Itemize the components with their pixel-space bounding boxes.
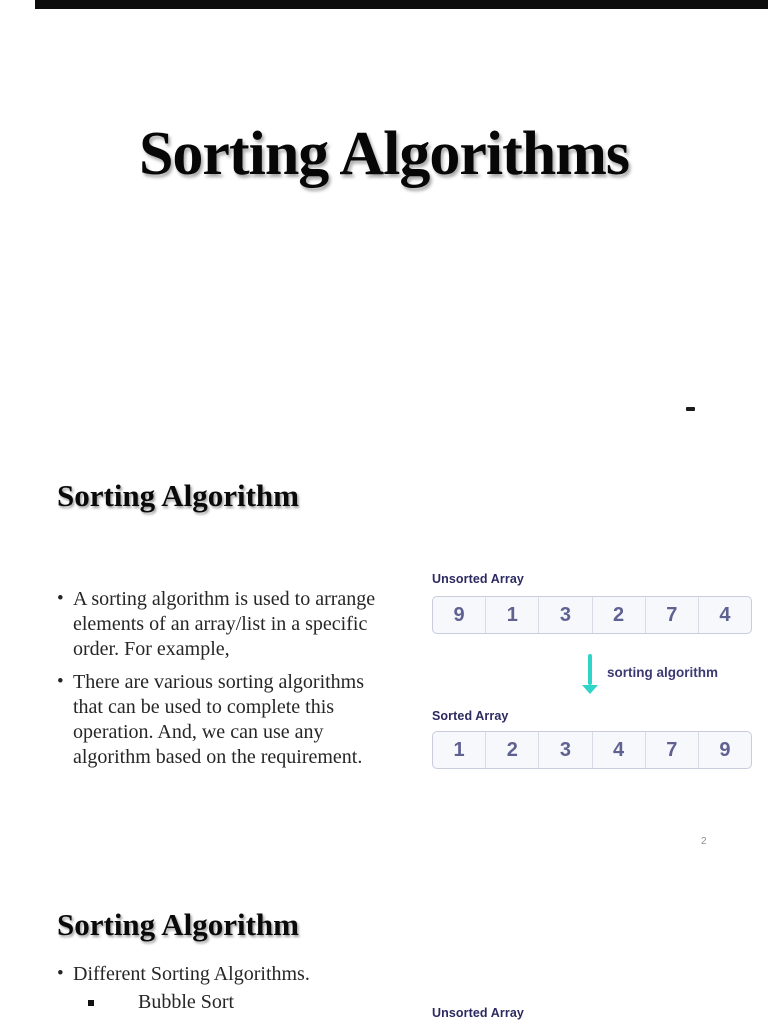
bullet-text-line: There are various sorting algorithms [73, 671, 365, 693]
array-cell: 3 [538, 732, 591, 768]
slide3-bullet [57, 962, 457, 987]
array-cell: 4 [698, 597, 751, 633]
array-cell: 7 [645, 597, 698, 633]
bullet-item [57, 670, 409, 770]
bullet-text-line: that can be used to complete this [73, 696, 335, 718]
array-cell: 4 [592, 732, 645, 768]
unsorted-array-label: Unsorted Array [432, 572, 524, 586]
sorted-array [432, 731, 752, 769]
array-cell: 3 [538, 597, 591, 633]
bullet-text: Different Sorting Algorithms. [73, 963, 310, 985]
array-cell: 1 [453, 738, 465, 761]
bullet-text-line: elements of an array/list in a specific [73, 613, 368, 635]
slide2-bullet-list [57, 587, 409, 770]
down-arrow-head-icon [582, 685, 598, 694]
bullet-text-line: algorithm based on the requirement. [73, 746, 363, 768]
bullet-marker: • [57, 671, 64, 692]
square-bullet-marker [88, 1000, 94, 1006]
bullet-item [57, 587, 409, 662]
array-cell: 2 [592, 597, 645, 633]
bullet-text-line: A sorting algorithm is used to arrange [73, 588, 376, 610]
slide2-heading: Sorting Algorithm [57, 478, 299, 513]
slide1-top-bar [35, 0, 768, 9]
bullet-text-line: order. For example, [73, 638, 230, 660]
array-cell: 1 [485, 597, 538, 633]
sorting-algorithm-caption: sorting algorithm [607, 665, 718, 680]
slide3-heading: Sorting Algorithm [57, 907, 299, 942]
unsorted-array [432, 596, 752, 634]
sub-bullet-text: Bubble Sort [138, 991, 235, 1013]
slide1-footer-dash [686, 407, 695, 411]
sorted-array-label: Sorted Array [432, 709, 509, 723]
bullet-marker: • [57, 963, 64, 984]
slide2-page-number: 2 [701, 836, 707, 847]
array-cell: 9 [698, 732, 751, 768]
bullet-text-line: operation. And, we can use any [73, 721, 324, 743]
array-cell: 9 [453, 603, 465, 626]
array-cell: 2 [485, 732, 538, 768]
slide3-unsorted-array-label: Unsorted Array [432, 1006, 524, 1020]
deck-title: Sorting Algorithms [138, 120, 630, 188]
array-cell: 7 [645, 732, 698, 768]
bullet-marker: • [57, 588, 64, 609]
down-arrow-icon [588, 654, 592, 685]
